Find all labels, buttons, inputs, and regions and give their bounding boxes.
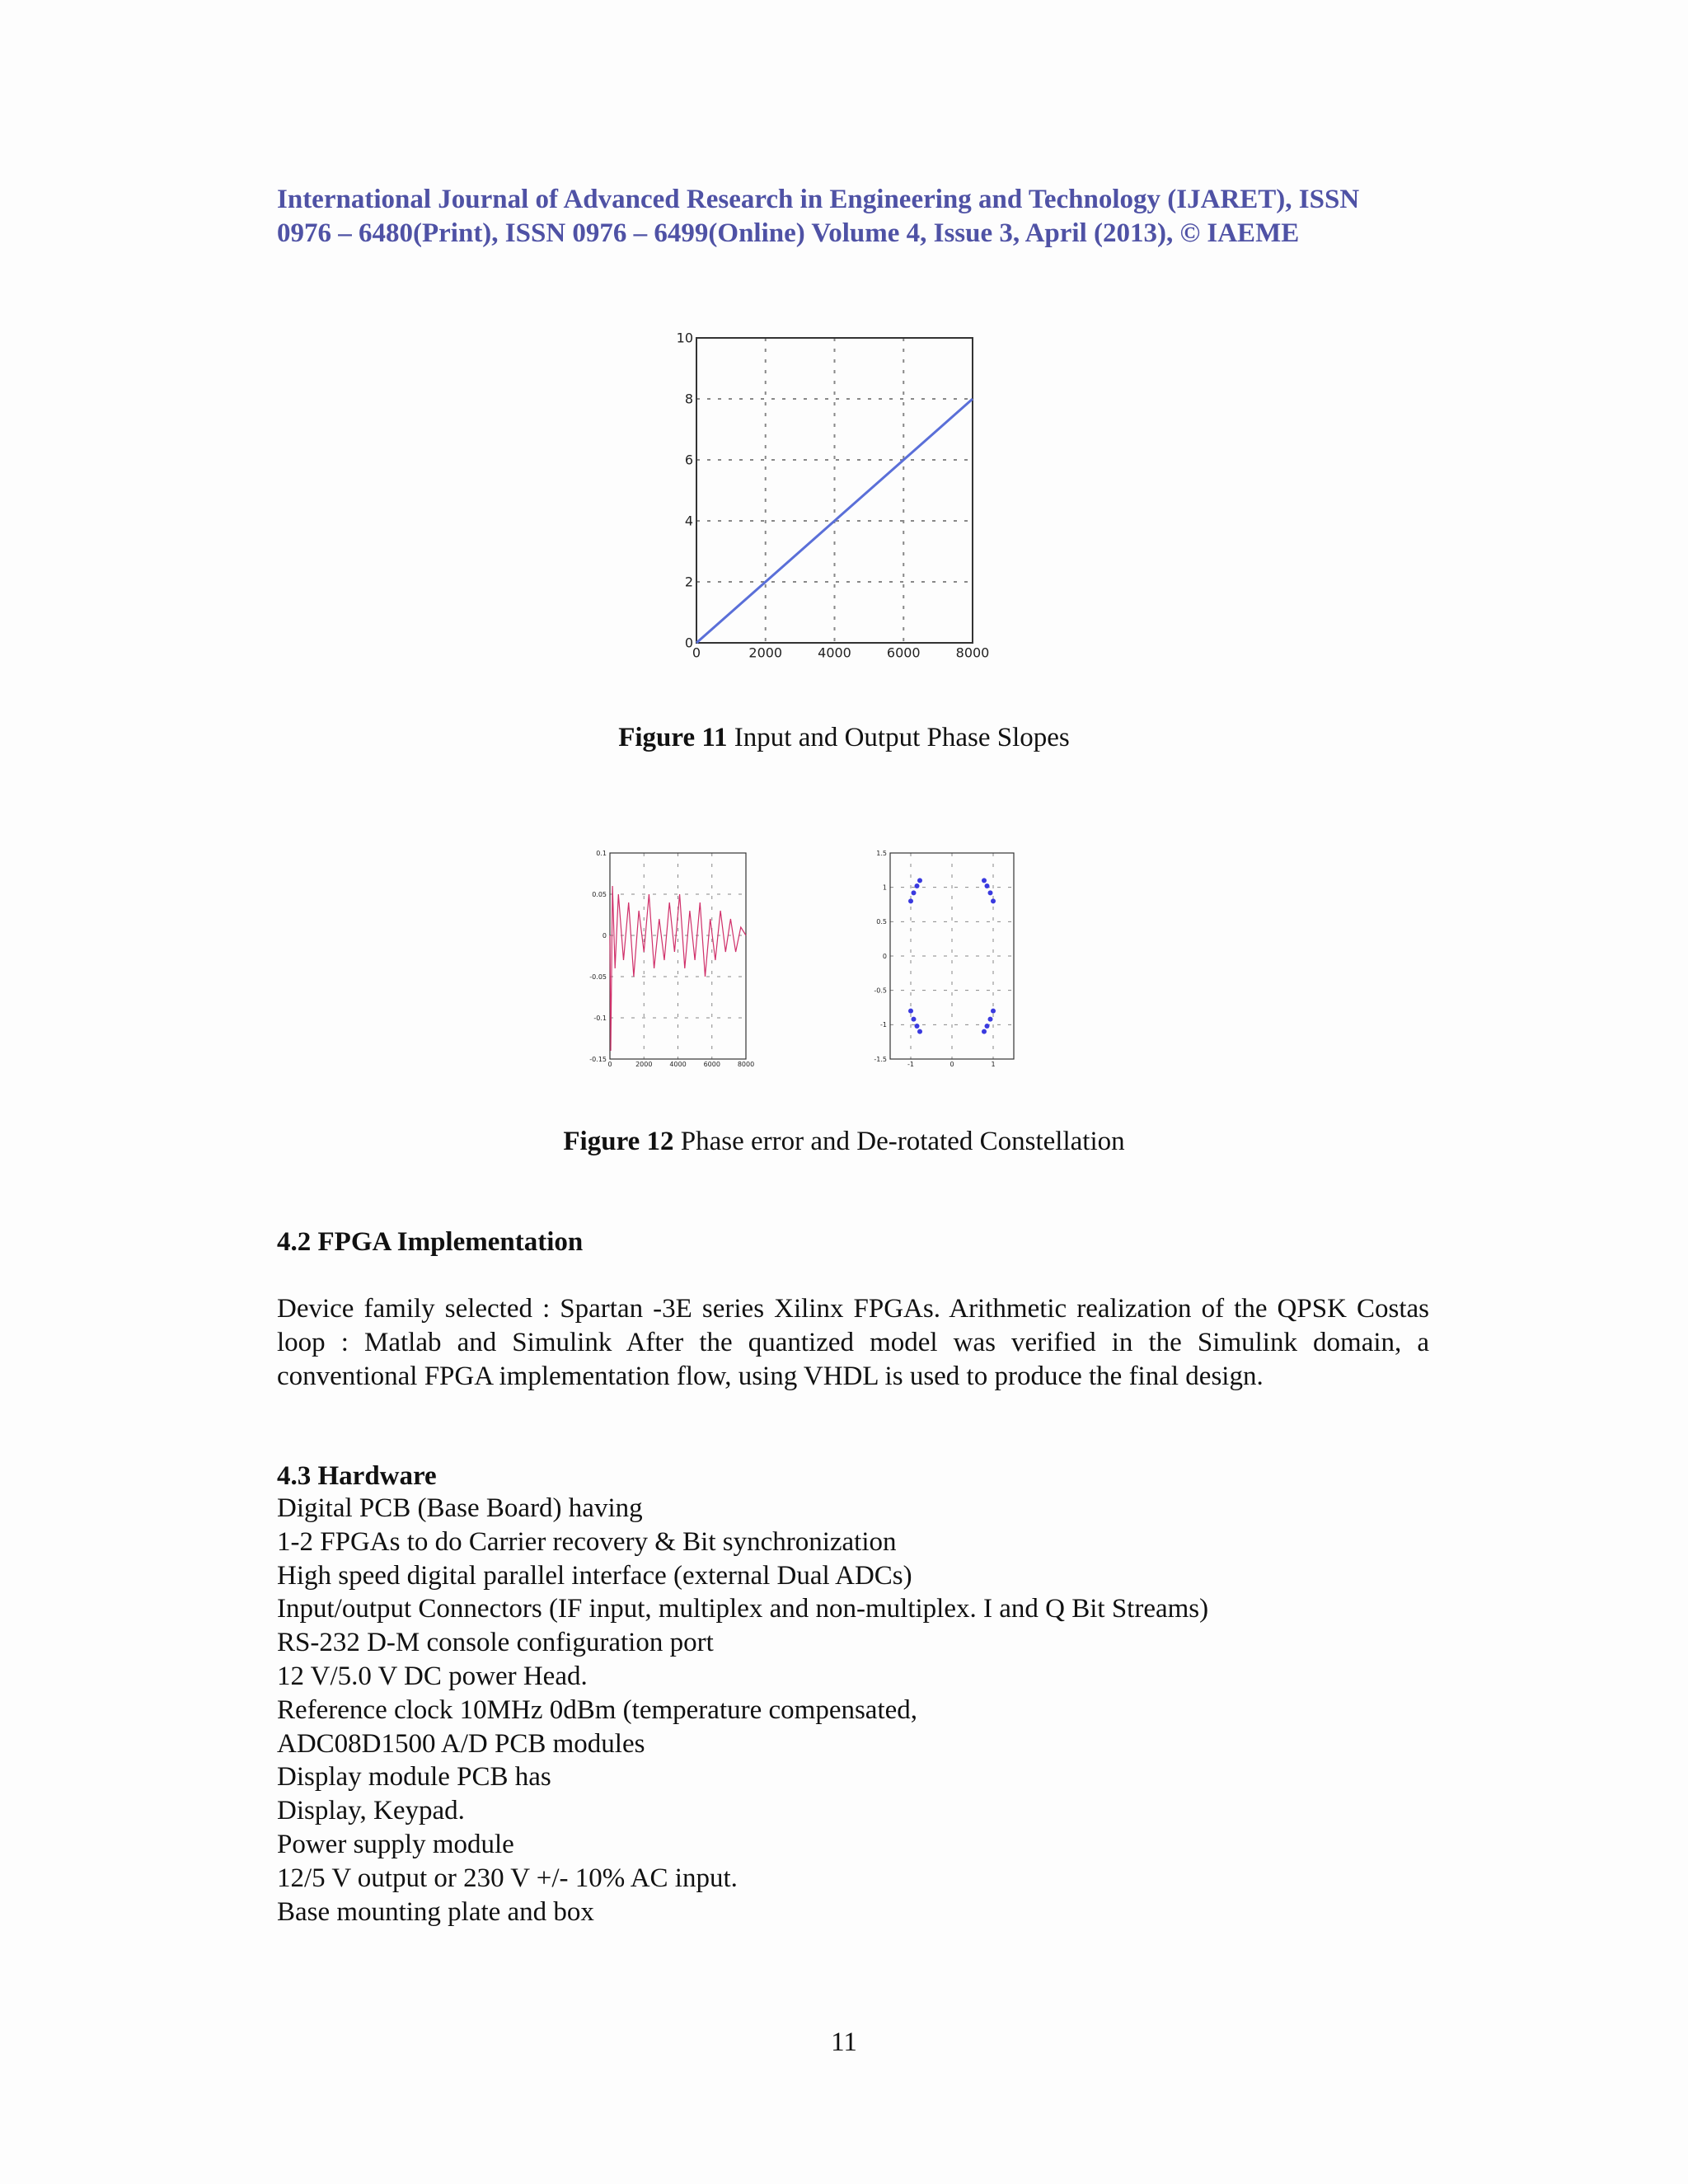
figure-11-caption-text: Input and Output Phase Slopes [727, 723, 1070, 752]
x-tick-label: -1 [907, 1060, 914, 1068]
list-item: RS-232 D-M console configuration port [277, 1628, 714, 1658]
figure-12-phase-error-chart [577, 845, 758, 1084]
list-item: Display module PCB has [277, 1762, 551, 1793]
y-tick-label: 0.05 [592, 890, 607, 898]
journal-header-line-1: International Journal of Advanced Research in Engineering and Technology (IJARET), ISSN [277, 185, 1360, 214]
data-point [982, 878, 987, 883]
y-tick-label: -0.05 [589, 972, 607, 981]
list-item: 12 V/5.0 V DC power Head. [277, 1661, 588, 1691]
y-tick-label: -1 [880, 1021, 887, 1029]
data-point [985, 1024, 990, 1029]
y-tick-label: -0.5 [874, 987, 887, 995]
x-tick-label: 0 [950, 1060, 954, 1068]
figure-12-constellation-chart [861, 845, 1026, 1084]
section-4-2-paragraph: Device family selected : Spartan -3E series Xilinx FPGAs. Arithmetic realization of the QPSK Costas loop : Matlab and Simulink After the quantized model was verified in the Simulink domain, a conventional FPGA implementation flow, using VHDL is used to produce the final design. [277, 1294, 1429, 1391]
x-tick-label: 8000 [737, 1060, 755, 1068]
y-tick-label: 0.5 [876, 918, 887, 926]
data-point [982, 1029, 987, 1034]
list-item: Reference clock 10MHz 0dBm (temperature compensated, [277, 1694, 918, 1725]
list-item: Base mounting plate and box [277, 1896, 594, 1927]
figure-11-chart [676, 330, 997, 680]
y-tick-label: -0.15 [589, 1055, 607, 1063]
data-point [917, 1029, 922, 1034]
figure-11-caption [0, 721, 1688, 754]
plot-frame [610, 853, 746, 1059]
data-point [988, 890, 993, 895]
y-tick-label: 6 [684, 452, 693, 468]
x-tick-label: 2000 [748, 644, 783, 661]
x-tick-label: 6000 [703, 1060, 720, 1068]
list-item: 12/5 V output or 230 V +/- 10% AC input. [277, 1863, 738, 1893]
journal-header [277, 183, 1431, 251]
y-tick-label: -0.1 [593, 1014, 607, 1022]
figure-12-caption-text: Phase error and De-rotated Constellation [673, 1127, 1125, 1156]
list-item: Power supply module [277, 1829, 514, 1859]
data-point [915, 1024, 920, 1029]
data-point [912, 890, 917, 895]
x-tick-label: 2000 [635, 1060, 653, 1068]
x-tick-label: 4000 [818, 644, 851, 661]
section-4-2-heading: 4.2 FPGA Implementation [277, 1227, 584, 1257]
figure-12-caption [0, 1125, 1688, 1158]
y-tick-label: 8 [684, 391, 693, 407]
y-tick-label: 0 [602, 931, 607, 940]
list-item: High speed digital parallel interface (external Dual ADCs) [277, 1560, 912, 1591]
y-tick-label: 0 [882, 952, 887, 960]
data-point [988, 1017, 993, 1022]
data-point [985, 883, 990, 888]
data-point [991, 1009, 996, 1014]
y-tick-label: 2 [684, 574, 693, 590]
data-point [908, 1009, 913, 1014]
section-4-3-heading: 4.3 Hardware [277, 1461, 437, 1491]
list-item: Input/output Connectors (IF input, multiplex and non-multiplex. I and Q Bit Streams) [277, 1594, 1209, 1624]
list-item: 1-2 FPGAs to do Carrier recovery & Bit synchronization [277, 1526, 897, 1557]
data-point [912, 1017, 917, 1022]
x-tick-label: 4000 [669, 1060, 687, 1068]
y-tick-label: 0.1 [596, 849, 607, 857]
plot-frame [890, 853, 1014, 1059]
x-tick-label: 6000 [886, 644, 921, 661]
list-item: Display, Keypad. [277, 1796, 465, 1826]
x-tick-label: 0 [692, 644, 701, 661]
data-point [915, 883, 920, 888]
journal-header-line-2: 0976 – 6480(Print), ISSN 0976 – 6499(Online) Volume 4, Issue 3, April (2013), © IAEME [277, 218, 1300, 248]
data-point [917, 878, 922, 883]
y-tick-label: -1.5 [874, 1055, 887, 1063]
list-item: Digital PCB (Base Board) having [277, 1493, 643, 1523]
list-item: ADC08D1500 A/D PCB modules [277, 1728, 645, 1759]
y-tick-label: 1 [882, 883, 887, 892]
data-point [908, 898, 913, 903]
y-tick-label: 10 [676, 330, 693, 346]
figure-12-label: Figure 12 [563, 1127, 674, 1156]
page-number: 11 [831, 2027, 857, 2057]
data-point [991, 898, 996, 903]
x-tick-label: 1 [991, 1060, 996, 1068]
y-tick-label: 1.5 [876, 849, 887, 857]
x-tick-label: 8000 [955, 644, 990, 661]
hardware-list [277, 1492, 1431, 1929]
y-tick-label: 0 [684, 635, 693, 651]
x-tick-label: 0 [607, 1060, 612, 1068]
figure-11-label: Figure 11 [618, 723, 728, 752]
y-tick-label: 4 [684, 513, 693, 529]
